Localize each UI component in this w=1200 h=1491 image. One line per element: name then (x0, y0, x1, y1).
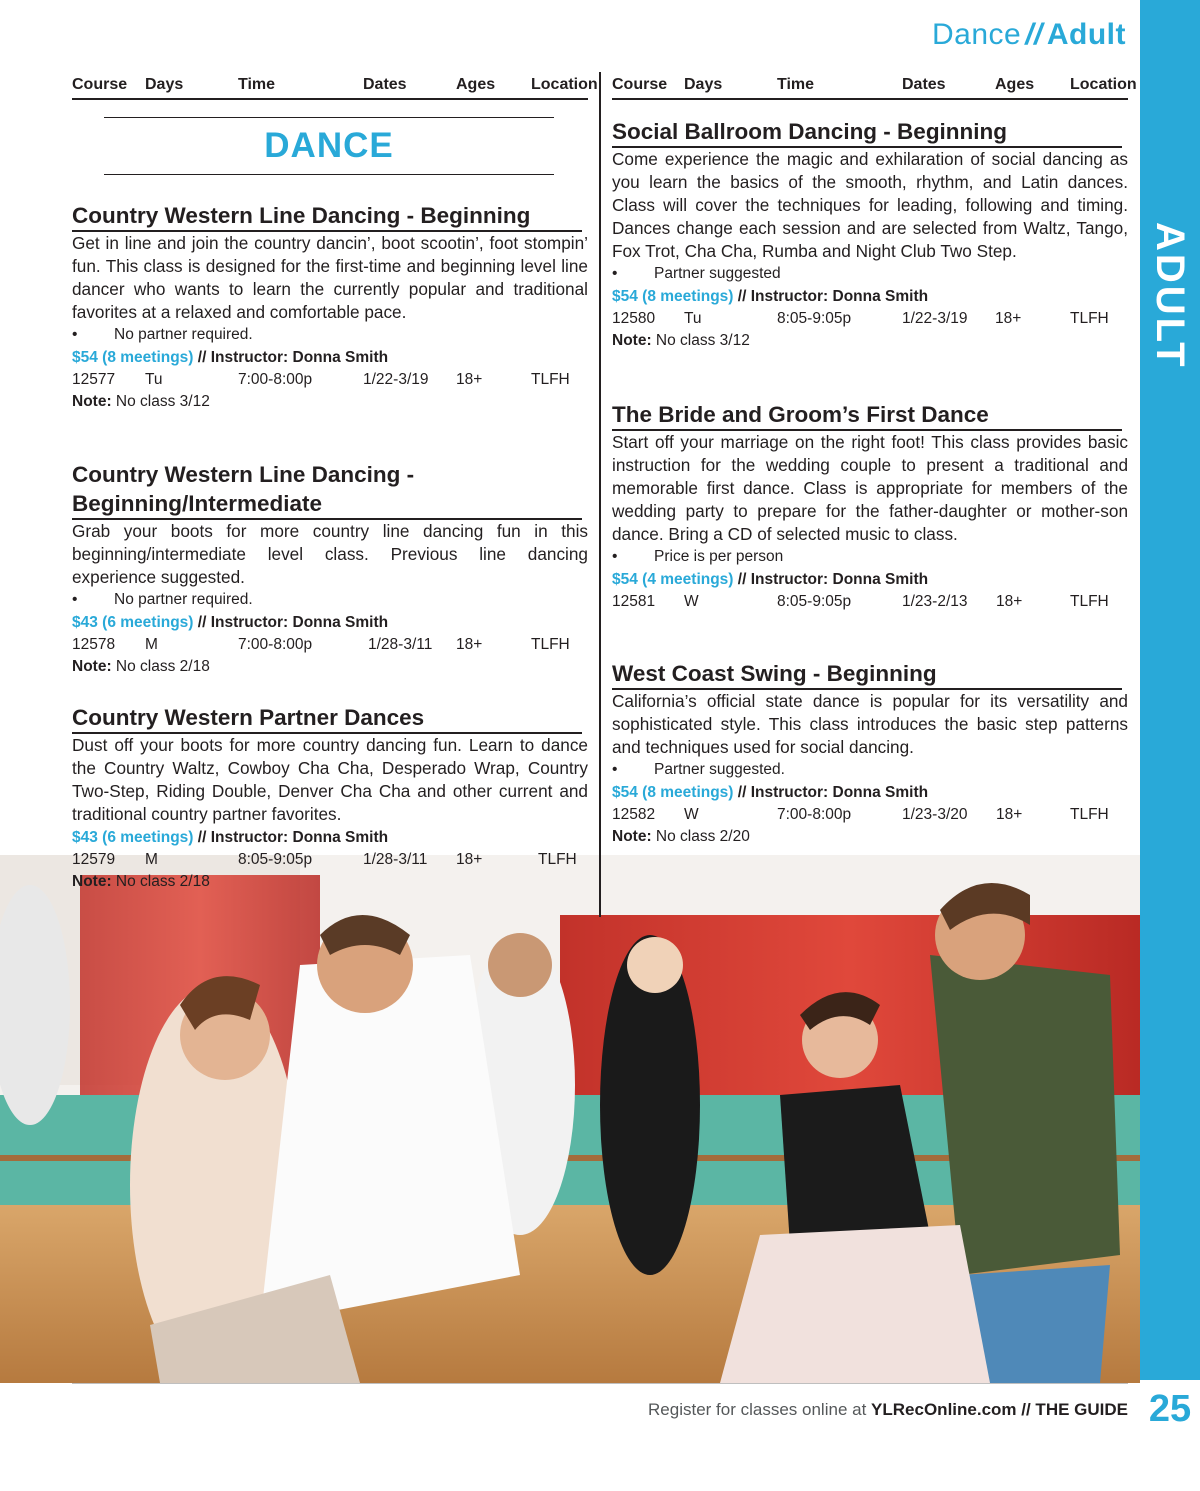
course-time: 8:05-9:05p (777, 310, 852, 327)
course-number: 12577 (72, 371, 116, 388)
course-description: California’s official state dance is popular for its versatility and sophisticated style. This class introduces the basic step patterns and techniques used for social dancing. (612, 691, 1128, 757)
category-name: Adult (1046, 18, 1126, 51)
course-note (612, 330, 1128, 352)
course-title-line2: Beginning/Intermediate (72, 491, 323, 516)
price-line (612, 568, 1128, 591)
course-bullet: • Price is per person (612, 548, 784, 565)
header-days: Days (145, 76, 184, 93)
course-dates: 1/22-3/19 (363, 371, 429, 388)
price-line (72, 826, 588, 849)
course-title: Country Western Partner Dances (72, 703, 582, 734)
note-label: Note: (612, 828, 652, 845)
course-ages: 18+ (456, 636, 483, 653)
side-tab-label: ADULT (1148, 222, 1192, 370)
course-price: $54 (8 meetings) (612, 784, 734, 801)
section-name: Dance (931, 18, 1022, 51)
header-ages: Ages (995, 76, 1035, 93)
course-instructor: // Instructor: Donna Smith (737, 784, 929, 801)
course-ages: 18+ (996, 593, 1023, 610)
column-divider (599, 72, 601, 917)
course-instructor: // Instructor: Donna Smith (197, 349, 389, 366)
header-location: Location (1070, 76, 1137, 93)
bullet-text: Price is per person (654, 548, 784, 565)
course-instructor: // Instructor: Donna Smith (737, 571, 929, 588)
dance-heading-box (104, 117, 554, 175)
price-line (72, 346, 588, 369)
course-title: Social Ballroom Dancing - Beginning (612, 117, 1122, 148)
course-bullet: • No partner required. (72, 591, 253, 608)
header-time: Time (777, 76, 815, 93)
course-description: Come experience the magic and exhilaration of social dancing as you learn the basics of the smooth, rhythm, and Latin dances. Class will cover the techniques for leading, following and timing. Dances change each session and are selected from Waltz, Tango, Fox Trot, Cha Cha, Rumba and Night Club Two Step. (612, 149, 1128, 261)
header-time: Time (238, 76, 276, 93)
note-label: Note: (72, 873, 112, 890)
header-days: Days (684, 76, 723, 93)
schedule-row (612, 804, 1128, 826)
course-price: $54 (8 meetings) (612, 288, 734, 305)
course-ages: 18+ (456, 851, 483, 868)
course-ages: 18+ (456, 371, 483, 388)
course-title-line1: Country Western Line Dancing - (72, 462, 415, 487)
bullet-text: Partner suggested. (654, 761, 785, 778)
course-number: 12581 (612, 593, 656, 610)
note-label: Note: (612, 332, 652, 349)
course-description: Grab your boots for more country line dancing fun in this beginning/intermediate level class. Previous line dancing experience suggested. (72, 521, 588, 587)
course-note (72, 656, 588, 678)
note-label: Note: (72, 393, 112, 410)
price-line (72, 611, 588, 634)
left-table-header (72, 72, 598, 100)
course-price: $43 (6 meetings) (72, 614, 194, 631)
course-price: $54 (8 meetings) (72, 349, 194, 366)
footer-text: Register for classes online at (648, 1400, 867, 1419)
course-description: Get in line and join the country dancin’, boot scootin’, foot stompin’ fun. This class is designed for the first-time and beginning level line dancer who wants to learn the currently popular and traditional favorites at a relaxed and comfortable pace. (72, 233, 588, 322)
note-text: No class 3/12 (655, 332, 750, 349)
price-line (612, 781, 1128, 804)
course-days: W (684, 806, 699, 823)
course-price: $54 (4 meetings) (612, 571, 734, 588)
course-number: 12579 (72, 851, 116, 868)
schedule-row (72, 634, 588, 656)
note-text: No class 3/12 (115, 393, 210, 410)
note-text: No class 2/18 (115, 873, 210, 890)
course-title: West Coast Swing - Beginning (612, 659, 1122, 690)
course-dates: 1/23-2/13 (902, 593, 968, 610)
course-block (612, 659, 1128, 848)
dance-heading: DANCE (264, 126, 394, 165)
course-note (72, 391, 588, 413)
course-days: M (145, 636, 158, 653)
course-block (612, 400, 1128, 613)
course-days: M (145, 851, 158, 868)
course-bullet: • Partner suggested (612, 265, 781, 282)
header-course: Course (72, 76, 128, 93)
footer-rule (72, 1383, 1128, 1384)
course-location: TLFH (1070, 593, 1109, 610)
course-price: $43 (6 meetings) (72, 829, 194, 846)
course-block (612, 117, 1128, 352)
note-text: No class 2/18 (115, 658, 210, 675)
course-number: 12580 (612, 310, 656, 327)
course-location: TLFH (531, 371, 570, 388)
course-ages: 18+ (996, 806, 1023, 823)
course-location: TLFH (1070, 310, 1109, 327)
schedule-row (612, 591, 1128, 613)
title-separator: // (1025, 18, 1043, 51)
right-table-header (612, 72, 1137, 100)
course-location: TLFH (538, 851, 577, 868)
note-label: Note: (72, 658, 112, 675)
course-location: TLFH (531, 636, 570, 653)
course-dates: 1/28-3/11 (368, 636, 433, 653)
course-note (612, 826, 1128, 848)
course-block (72, 703, 588, 893)
section-title (932, 18, 1126, 52)
schedule-row (612, 308, 1128, 330)
note-text: No class 2/20 (655, 828, 750, 845)
course-block (72, 201, 588, 413)
course-block (72, 460, 588, 678)
schedule-row (72, 849, 588, 871)
course-time: 7:00-8:00p (238, 371, 313, 388)
course-title: The Bride and Groom’s First Dance (612, 400, 1122, 431)
course-days: Tu (145, 371, 163, 388)
course-days: Tu (684, 310, 702, 327)
course-time: 8:05-9:05p (238, 851, 313, 868)
right-column (612, 72, 1137, 100)
header-course: Course (612, 76, 668, 93)
course-description: Start off your marriage on the right foot! This class provides basic instruction for the wedding couple to present a traditional and memorable first dance. Class is appropriate for members of the wedding party to prepare for the father-daughter or mother-son dance. Bring a CD of selected music to class. (612, 432, 1128, 544)
price-line (612, 285, 1128, 308)
footer (648, 1400, 1128, 1420)
course-bullet: • Partner suggested. (612, 761, 785, 778)
header-dates: Dates (902, 76, 946, 93)
schedule-row (72, 369, 588, 391)
course-bullet: • No partner required. (72, 326, 253, 343)
course-dates: 1/23-3/20 (902, 806, 968, 823)
bullet-text: No partner required. (114, 326, 253, 343)
course-number: 12578 (72, 636, 116, 653)
dancers-photo (0, 855, 1140, 1383)
course-time: 7:00-8:00p (238, 636, 313, 653)
header-dates: Dates (363, 76, 407, 93)
header-location: Location (531, 76, 598, 93)
course-time: 7:00-8:00p (777, 806, 852, 823)
course-note (72, 871, 588, 893)
bullet-text: Partner suggested (654, 265, 781, 282)
course-instructor: // Instructor: Donna Smith (737, 288, 929, 305)
footer-site-link[interactable]: YLRecOnline.com (871, 1400, 1017, 1419)
course-instructor: // Instructor: Donna Smith (197, 614, 389, 631)
course-number: 12582 (612, 806, 656, 823)
course-days: W (684, 593, 699, 610)
course-location: TLFH (1070, 806, 1109, 823)
course-instructor: // Instructor: Donna Smith (197, 829, 389, 846)
course-time: 8:05-9:05p (777, 593, 852, 610)
course-dates: 1/22-3/19 (902, 310, 968, 327)
bullet-text: No partner required. (114, 591, 253, 608)
header-ages: Ages (456, 76, 496, 93)
course-description: Dust off your boots for more country dancing fun. Learn to dance the Country Waltz, Cowboy Cha Cha, Desperado Wrap, Country Two-Step, Riding Double, Denver Cha Cha and other current and traditional country partner favorites. (72, 735, 588, 824)
course-dates: 1/28-3/11 (363, 851, 428, 868)
side-tab (1140, 0, 1200, 1380)
course-ages: 18+ (995, 310, 1022, 327)
page-number: 25 (1148, 1388, 1192, 1430)
left-column (72, 72, 598, 100)
footer-guide: // THE GUIDE (1021, 1400, 1128, 1419)
course-title (72, 460, 582, 520)
course-title: Country Western Line Dancing - Beginning (72, 201, 582, 232)
